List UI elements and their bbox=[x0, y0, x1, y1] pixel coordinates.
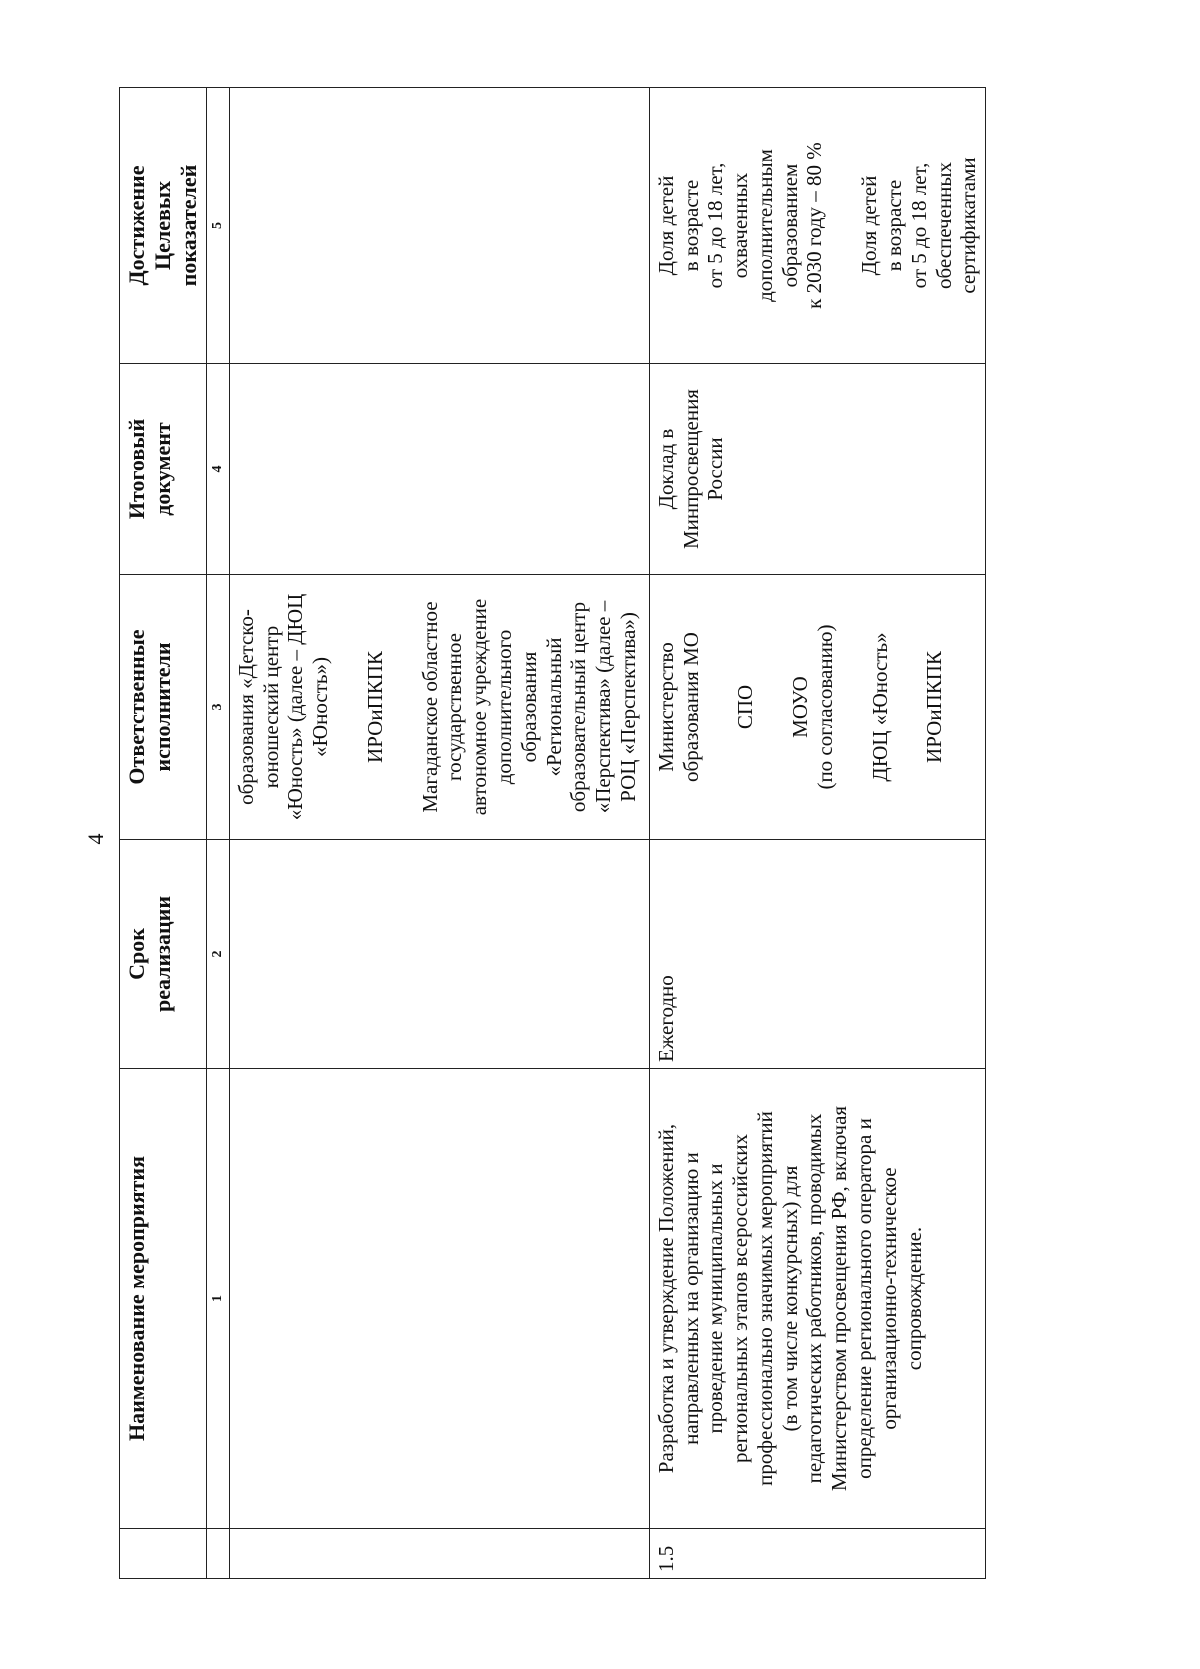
executor-item: МОУО (по согласованию) bbox=[788, 624, 837, 790]
executor-item: ДЮЦ «Юность» bbox=[867, 632, 892, 782]
cont-executors bbox=[229, 575, 649, 840]
cont-document bbox=[229, 364, 649, 575]
rotated-table-container bbox=[119, 88, 979, 1579]
cont-activity bbox=[229, 1069, 649, 1529]
header-document: Итоговый документ bbox=[120, 364, 207, 575]
executor-item: Министерство образования МО bbox=[653, 632, 703, 782]
header-num bbox=[120, 1529, 207, 1579]
table-row-continuation bbox=[229, 88, 649, 1579]
row-number: 1.5 bbox=[649, 1529, 985, 1579]
cont-indicators bbox=[229, 88, 649, 364]
activity-plan-table bbox=[119, 87, 986, 1579]
final-document: Доклад в Минпросвещения России bbox=[649, 364, 985, 575]
indicator-item: Доля детей в возрасте от 5 до 18 лет, обеспеченных сертификатами bbox=[857, 157, 981, 294]
executor-item: ИРОиПКПК bbox=[922, 651, 947, 763]
col-num-0 bbox=[206, 1529, 229, 1579]
indicator-item: Доля детей в возрасте от 5 до 18 лет, охваченных дополнительным образованием к 2030 году – 80 % bbox=[653, 142, 827, 309]
executor-item: образования «Детско- юношеский центр «Юность» (далее – ДЮЦ «Юность») bbox=[233, 593, 333, 821]
col-num-1: 1 bbox=[206, 1069, 229, 1529]
executor-item: СПО bbox=[733, 684, 758, 730]
table-row-1-5 bbox=[649, 88, 985, 1579]
header-term: Срок реализации bbox=[120, 840, 207, 1069]
responsible-executors bbox=[649, 575, 985, 840]
cont-term bbox=[229, 840, 649, 1069]
activity-description: Разработка и утверждение Положений, направленных на организацию и проведение муниципальных и региональных этапов всероссийских профессионально значимых мероприятий (в том числе конкурсных) для педагогических работников, проводимых Министерством просвещения РФ, включая определение регионального оператора и организационно-техническое сопровождение. bbox=[649, 1069, 985, 1529]
executor-item: Магаданское областное государственное автономное учреждение дополнительного образования «Региональный образовательный центр «Перспектива» (далее – РОЦ «Перспектива») bbox=[417, 598, 640, 816]
col-num-5: 5 bbox=[206, 88, 229, 364]
col-num-4: 4 bbox=[206, 364, 229, 575]
header-activity: Наименование мероприятия bbox=[120, 1069, 207, 1529]
column-number-row bbox=[206, 88, 229, 1579]
header-row bbox=[120, 88, 207, 1579]
header-indicators: Достижение Целевых показателей bbox=[120, 88, 207, 364]
header-executors: Ответственные исполнители bbox=[120, 575, 207, 840]
col-num-3: 3 bbox=[206, 575, 229, 840]
col-num-2: 2 bbox=[206, 840, 229, 1069]
cont-num bbox=[229, 1529, 649, 1579]
page-number: 4 bbox=[83, 833, 108, 845]
implementation-term: Ежегодно bbox=[649, 840, 985, 1069]
target-indicators bbox=[649, 88, 985, 364]
executor-item: ИРОиПКПК bbox=[362, 651, 387, 763]
